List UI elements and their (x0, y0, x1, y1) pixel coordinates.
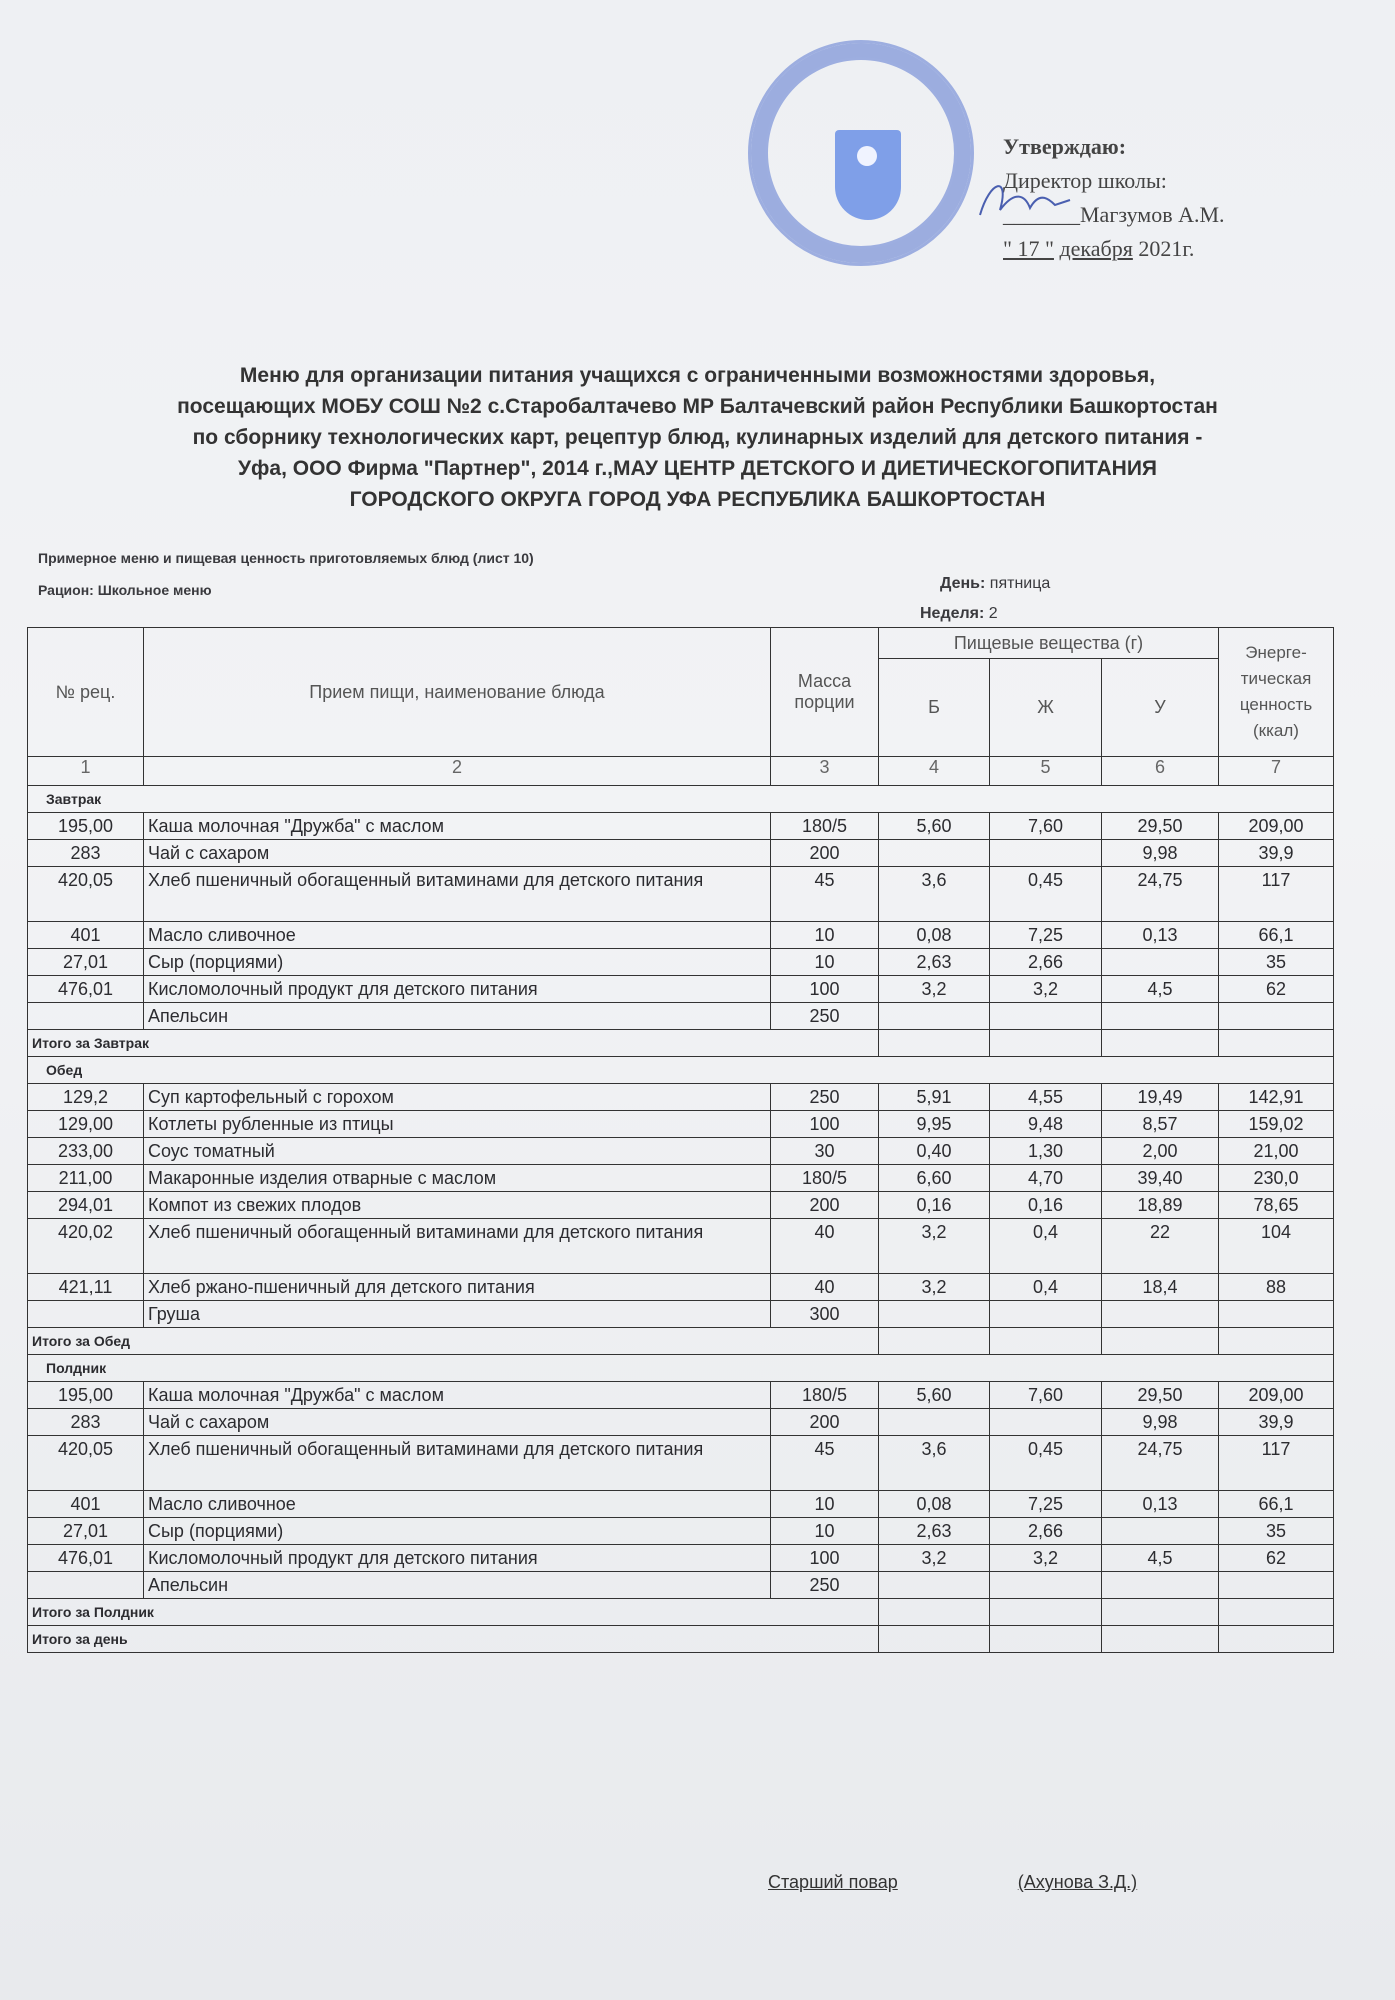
table-row (28, 1192, 1334, 1219)
portion-mass-cell: 10 (771, 1518, 879, 1545)
header-recipe-number: № рец. (28, 628, 144, 757)
energy-cell: 104 (1219, 1219, 1334, 1274)
protein-cell: 0,16 (879, 1192, 990, 1219)
section-total-label: Итого за Обед (28, 1328, 879, 1355)
cook-name: (Ахунова З.Д.) (1017, 1872, 1138, 1892)
approval-heading: Утверждаю: (1003, 134, 1127, 159)
recipe-number-cell: 420,05 (28, 867, 144, 922)
section-header-row (28, 1355, 1334, 1382)
day-total-row (28, 1626, 1334, 1653)
column-number: 5 (990, 757, 1102, 786)
dish-name-cell: Чай с сахаром (144, 840, 771, 867)
header-energy: Энерге-тическая ценность (ккал) (1219, 628, 1334, 757)
protein-cell: 3,6 (879, 867, 990, 922)
recipe-number-cell: 421,11 (28, 1274, 144, 1301)
portion-mass-cell: 100 (771, 1111, 879, 1138)
column-number: 4 (879, 757, 990, 786)
fat-cell: 0,45 (990, 1436, 1102, 1491)
document-title (30, 360, 1365, 515)
recipe-number-cell: 401 (28, 922, 144, 949)
dish-name-cell: Сыр (порциями) (144, 1518, 771, 1545)
energy-cell: 78,65 (1219, 1192, 1334, 1219)
section-header-row (28, 1057, 1334, 1084)
energy-cell: 117 (1219, 1436, 1334, 1491)
dish-name-cell: Сыр (порциями) (144, 949, 771, 976)
dish-name-cell: Макаронные изделия отварные с маслом (144, 1165, 771, 1192)
energy-cell: 88 (1219, 1274, 1334, 1301)
protein-cell: 5,60 (879, 1382, 990, 1409)
dish-name-cell: Хлеб пшеничный обогащенный витаминами для детского питания (144, 1219, 771, 1274)
recipe-number-cell: 401 (28, 1491, 144, 1518)
carbs-cell: 9,98 (1102, 1409, 1219, 1436)
approval-block: Утверждаю: Директор школы: _______Магзумов А.М. " 17 " декабря 2021г. (1003, 134, 1225, 261)
recipe-number-cell (28, 1003, 144, 1030)
section-title: Обед (28, 1057, 1334, 1084)
portion-mass-cell: 40 (771, 1219, 879, 1274)
protein-cell: 0,08 (879, 922, 990, 949)
energy-cell: 39,9 (1219, 840, 1334, 867)
day-label: День: (940, 575, 986, 592)
protein-cell: 3,2 (879, 1545, 990, 1572)
recipe-number-cell: 294,01 (28, 1192, 144, 1219)
dish-name-cell: Груша (144, 1301, 771, 1328)
dish-name-cell: Каша молочная "Дружба" с маслом (144, 1382, 771, 1409)
total-cell (990, 1599, 1102, 1626)
carbs-cell: 8,57 (1102, 1111, 1219, 1138)
title-line: Уфа, ООО Фирма "Партнер", 2014 г.,МАУ ЦЕНТР ДЕТСКОГО И ДИЕТИЧЕСКОГОПИТАНИЯ (237, 457, 1158, 480)
section-total-label: Итого за Полдник (28, 1599, 879, 1626)
dish-name-cell: Хлеб пшеничный обогащенный витаминами для детского питания (144, 867, 771, 922)
director-signature (970, 170, 1080, 230)
recipe-number-cell: 283 (28, 840, 144, 867)
carbs-cell (1102, 1572, 1219, 1599)
fat-cell: 7,25 (990, 1491, 1102, 1518)
portion-mass-cell: 200 (771, 840, 879, 867)
carbs-cell: 18,4 (1102, 1274, 1219, 1301)
section-total-row (28, 1599, 1334, 1626)
day-total-label: Итого за день (28, 1626, 879, 1653)
cook-signature-line (768, 1872, 1137, 1893)
fat-cell: 4,70 (990, 1165, 1102, 1192)
energy-cell (1219, 1003, 1334, 1030)
protein-cell (879, 1572, 990, 1599)
total-cell (879, 1599, 990, 1626)
recipe-number-cell: 283 (28, 1409, 144, 1436)
recipe-number-cell: 233,00 (28, 1138, 144, 1165)
section-total-label: Итого за Завтрак (28, 1030, 879, 1057)
dish-name-cell: Хлеб пшеничный обогащенный витаминами для детского питания (144, 1436, 771, 1491)
header-protein: Б (879, 659, 990, 757)
energy-cell (1219, 1572, 1334, 1599)
table-row (28, 1572, 1334, 1599)
protein-cell: 5,91 (879, 1084, 990, 1111)
title-line: ГОРОДСКОГО ОКРУГА ГОРОД УФА РЕСПУБЛИКА БАШКОРТОСТАН (349, 488, 1046, 511)
section-title: Завтрак (28, 786, 1334, 813)
table-row (28, 1084, 1334, 1111)
table-row (28, 1518, 1334, 1545)
portion-mass-cell: 30 (771, 1138, 879, 1165)
protein-cell: 9,95 (879, 1111, 990, 1138)
dish-name-cell: Кисломолочный продукт для детского питания (144, 976, 771, 1003)
subtitle: Примерное меню и пищевая ценность приготовляемых блюд (лист 10) (38, 550, 534, 566)
energy-cell: 35 (1219, 949, 1334, 976)
fat-cell: 9,48 (990, 1111, 1102, 1138)
protein-cell: 3,2 (879, 976, 990, 1003)
fat-cell (990, 840, 1102, 867)
carbs-cell: 0,13 (1102, 1491, 1219, 1518)
energy-cell: 62 (1219, 976, 1334, 1003)
carbs-cell: 19,49 (1102, 1084, 1219, 1111)
protein-cell: 0,40 (879, 1138, 990, 1165)
dish-name-cell: Кисломолочный продукт для детского питания (144, 1545, 771, 1572)
table-row (28, 922, 1334, 949)
energy-cell: 117 (1219, 867, 1334, 922)
protein-cell: 6,60 (879, 1165, 990, 1192)
portion-mass-cell: 200 (771, 1409, 879, 1436)
energy-cell: 209,00 (1219, 813, 1334, 840)
carbs-cell: 0,13 (1102, 922, 1219, 949)
column-number: 7 (1219, 757, 1334, 786)
section-total-row (28, 1030, 1334, 1057)
portion-mass-cell: 100 (771, 1545, 879, 1572)
energy-cell: 209,00 (1219, 1382, 1334, 1409)
carbs-cell: 29,50 (1102, 1382, 1219, 1409)
section-total-row (28, 1328, 1334, 1355)
recipe-number-cell: 195,00 (28, 1382, 144, 1409)
portion-mass-cell: 180/5 (771, 813, 879, 840)
protein-cell (879, 1409, 990, 1436)
table-row (28, 1491, 1334, 1518)
portion-mass-cell: 250 (771, 1003, 879, 1030)
dish-name-cell: Соус томатный (144, 1138, 771, 1165)
column-number: 2 (144, 757, 771, 786)
total-cell (990, 1030, 1102, 1057)
total-cell (1219, 1626, 1334, 1653)
energy-cell (1219, 1301, 1334, 1328)
energy-cell: 66,1 (1219, 1491, 1334, 1518)
carbs-cell (1102, 1301, 1219, 1328)
carbs-cell (1102, 1003, 1219, 1030)
header-carbs: У (1102, 659, 1219, 757)
dish-name-cell: Масло сливочное (144, 1491, 771, 1518)
table-row (28, 840, 1334, 867)
section-title: Полдник (28, 1355, 1334, 1382)
total-cell (990, 1626, 1102, 1653)
week-value: 2 (988, 605, 998, 622)
table-row (28, 1436, 1334, 1491)
fat-cell: 2,66 (990, 949, 1102, 976)
protein-cell: 3,2 (879, 1274, 990, 1301)
title-line: по сборнику технологических карт, рецептур блюд, кулинарных изделий для детского питания - (192, 426, 1203, 449)
portion-mass-cell: 250 (771, 1572, 879, 1599)
protein-cell: 2,63 (879, 949, 990, 976)
protein-cell: 5,60 (879, 813, 990, 840)
fat-cell (990, 1301, 1102, 1328)
energy-cell: 142,91 (1219, 1084, 1334, 1111)
approval-day: " 17 " (1003, 236, 1054, 261)
approver-name: Магзумов А.М. (1080, 202, 1225, 227)
protein-cell: 0,08 (879, 1491, 990, 1518)
fat-cell: 7,25 (990, 922, 1102, 949)
dish-name-cell: Апельсин (144, 1572, 771, 1599)
total-cell (1102, 1030, 1219, 1057)
title-line: Меню для организации питания учащихся с ограниченными возможностями здоровья, (239, 364, 1156, 387)
table-row (28, 813, 1334, 840)
energy-cell: 66,1 (1219, 922, 1334, 949)
title-line: посещающих МОБУ СОШ №2 с.Старобалтачево МР Балтачевский район Республики Башкортостан (177, 395, 1218, 418)
carbs-cell: 2,00 (1102, 1138, 1219, 1165)
portion-mass-cell: 100 (771, 976, 879, 1003)
portion-mass-cell: 10 (771, 922, 879, 949)
cook-label: Старший повар (768, 1872, 898, 1892)
recipe-number-cell: 420,05 (28, 1436, 144, 1491)
energy-cell: 35 (1219, 1518, 1334, 1545)
approval-position: Директор школы: (1003, 168, 1167, 193)
table-row (28, 1003, 1334, 1030)
carbs-cell: 24,75 (1102, 867, 1219, 922)
fat-cell: 7,60 (990, 1382, 1102, 1409)
dish-name-cell: Каша молочная "Дружба" с маслом (144, 813, 771, 840)
energy-cell: 39,9 (1219, 1409, 1334, 1436)
header-nutrients: Пищевые вещества (г) (879, 628, 1219, 659)
table-row (28, 1382, 1334, 1409)
coat-of-arms-icon (835, 130, 901, 220)
recipe-number-cell (28, 1301, 144, 1328)
approval-year: 2021г. (1138, 236, 1195, 261)
total-cell (879, 1626, 990, 1653)
carbs-cell: 29,50 (1102, 813, 1219, 840)
dish-name-cell: Хлеб ржано-пшеничный для детского питания (144, 1274, 771, 1301)
dish-name-cell: Котлеты рубленные из птицы (144, 1111, 771, 1138)
fat-cell: 0,45 (990, 867, 1102, 922)
portion-mass-cell: 250 (771, 1084, 879, 1111)
table-row (28, 1219, 1334, 1274)
header-portion-mass: Масса порции (771, 628, 879, 757)
fat-cell: 1,30 (990, 1138, 1102, 1165)
recipe-number-cell: 27,01 (28, 949, 144, 976)
total-cell (1219, 1599, 1334, 1626)
recipe-number-cell: 476,01 (28, 1545, 144, 1572)
total-cell (990, 1328, 1102, 1355)
table-row (28, 949, 1334, 976)
week-label: Неделя: (920, 605, 985, 622)
portion-mass-cell: 300 (771, 1301, 879, 1328)
table-row (28, 1409, 1334, 1436)
total-cell (879, 1030, 990, 1057)
fat-cell: 3,2 (990, 976, 1102, 1003)
protein-cell: 2,63 (879, 1518, 990, 1545)
protein-cell (879, 840, 990, 867)
protein-cell: 3,2 (879, 1219, 990, 1274)
approval-month: декабря (1059, 236, 1133, 261)
carbs-cell: 4,5 (1102, 976, 1219, 1003)
table-row (28, 1301, 1334, 1328)
fat-cell (990, 1409, 1102, 1436)
portion-mass-cell: 40 (771, 1274, 879, 1301)
carbs-cell: 4,5 (1102, 1545, 1219, 1572)
energy-cell: 21,00 (1219, 1138, 1334, 1165)
fat-cell (990, 1003, 1102, 1030)
dish-name-cell: Апельсин (144, 1003, 771, 1030)
table-row (28, 1545, 1334, 1572)
dish-name-cell: Компот из свежих плодов (144, 1192, 771, 1219)
portion-mass-cell: 10 (771, 1491, 879, 1518)
fat-cell: 0,4 (990, 1274, 1102, 1301)
carbs-cell: 9,98 (1102, 840, 1219, 867)
column-number: 1 (28, 757, 144, 786)
portion-mass-cell: 180/5 (771, 1165, 879, 1192)
table-row (28, 867, 1334, 922)
total-cell (1219, 1328, 1334, 1355)
carbs-cell (1102, 1518, 1219, 1545)
portion-mass-cell: 45 (771, 867, 879, 922)
menu-table (27, 627, 1334, 1653)
table-row (28, 1274, 1334, 1301)
total-cell (1102, 1599, 1219, 1626)
protein-cell: 3,6 (879, 1436, 990, 1491)
fat-cell: 4,55 (990, 1084, 1102, 1111)
recipe-number-cell (28, 1572, 144, 1599)
section-header-row (28, 786, 1334, 813)
fat-cell: 3,2 (990, 1545, 1102, 1572)
recipe-number-cell: 129,2 (28, 1084, 144, 1111)
carbs-cell: 24,75 (1102, 1436, 1219, 1491)
carbs-cell: 22 (1102, 1219, 1219, 1274)
fat-cell: 7,60 (990, 813, 1102, 840)
table-row (28, 1165, 1334, 1192)
fat-cell: 0,4 (990, 1219, 1102, 1274)
carbs-cell: 39,40 (1102, 1165, 1219, 1192)
fat-cell: 2,66 (990, 1518, 1102, 1545)
recipe-number-cell: 27,01 (28, 1518, 144, 1545)
header-fat: Ж (990, 659, 1102, 757)
portion-mass-cell: 10 (771, 949, 879, 976)
table-row (28, 1138, 1334, 1165)
recipe-number-cell: 195,00 (28, 813, 144, 840)
energy-cell: 62 (1219, 1545, 1334, 1572)
total-cell (1102, 1328, 1219, 1355)
fat-cell: 0,16 (990, 1192, 1102, 1219)
energy-cell: 159,02 (1219, 1111, 1334, 1138)
day-value: пятница (989, 575, 1051, 592)
portion-mass-cell: 200 (771, 1192, 879, 1219)
portion-mass-cell: 45 (771, 1436, 879, 1491)
total-cell (879, 1328, 990, 1355)
column-number: 6 (1102, 757, 1219, 786)
recipe-number-cell: 476,01 (28, 976, 144, 1003)
fat-cell (990, 1572, 1102, 1599)
ration: Рацион: Школьное меню (38, 582, 212, 598)
header-dish-name: Прием пищи, наименование блюда (144, 628, 771, 757)
dish-name-cell: Чай с сахаром (144, 1409, 771, 1436)
dish-name-cell: Суп картофельный с горохом (144, 1084, 771, 1111)
table-row (28, 976, 1334, 1003)
protein-cell (879, 1003, 990, 1030)
recipe-number-cell: 211,00 (28, 1165, 144, 1192)
carbs-cell (1102, 949, 1219, 976)
dish-name-cell: Масло сливочное (144, 922, 771, 949)
table-row (28, 1111, 1334, 1138)
recipe-number-cell: 420,02 (28, 1219, 144, 1274)
carbs-cell: 18,89 (1102, 1192, 1219, 1219)
column-number: 3 (771, 757, 879, 786)
portion-mass-cell: 180/5 (771, 1382, 879, 1409)
protein-cell (879, 1301, 990, 1328)
total-cell (1219, 1030, 1334, 1057)
total-cell (1102, 1626, 1219, 1653)
recipe-number-cell: 129,00 (28, 1111, 144, 1138)
energy-cell: 230,0 (1219, 1165, 1334, 1192)
